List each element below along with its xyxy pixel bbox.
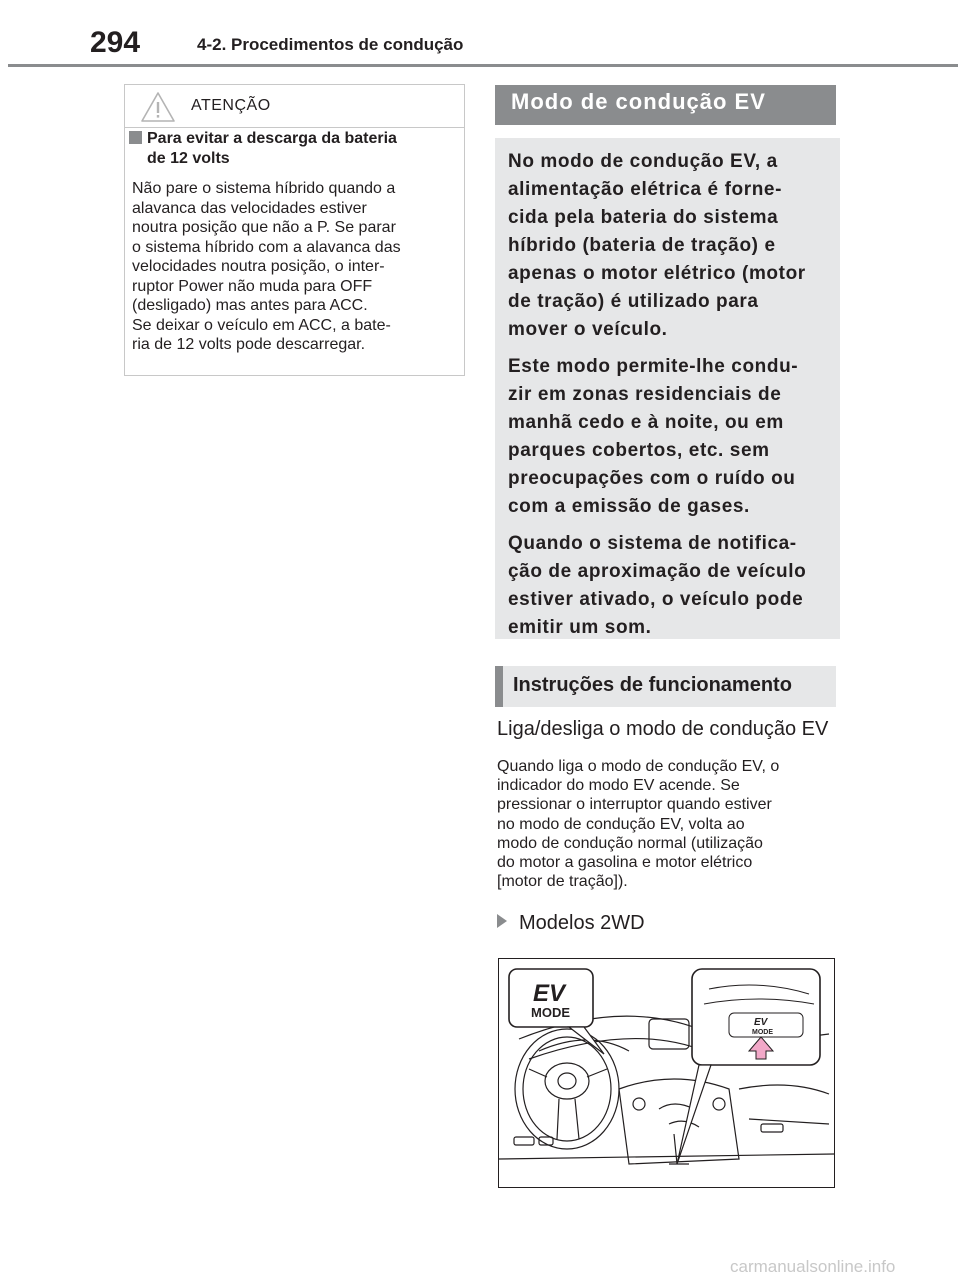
- text-line: indicador do modo EV acende. Se: [497, 777, 740, 795]
- warning-subtitle-line: de 12 volts: [147, 150, 230, 167]
- text-line: preocupações com o ruído ou: [508, 468, 796, 489]
- bullet-square-icon: [129, 131, 142, 144]
- text-line: híbrido (bateria de tração) e: [508, 235, 776, 256]
- warning-line: alavanca das velocidades estiver: [132, 199, 367, 217]
- text-line: no modo de condução EV, volta ao: [497, 815, 745, 833]
- instructions-title: Instruções de funcionamento: [513, 674, 792, 696]
- instructions-heading: [495, 666, 836, 707]
- instructions-subtitle: Liga/desliga o modo de condução EV: [497, 718, 829, 740]
- text-line: zir em zonas residenciais de: [508, 384, 782, 405]
- watermark: carmanualsonline.info: [730, 1257, 896, 1276]
- warning-line: (desligado) mas antes para ACC.: [132, 297, 368, 314]
- text-line: ção de aproximação de veículo: [508, 561, 807, 582]
- text-line: parques cobertos, etc. sem: [508, 440, 770, 461]
- warning-triangle-icon: [139, 90, 177, 124]
- text-line: com a emissão de gases.: [508, 496, 750, 517]
- warning-line: velocidades noutra posição, o inter-: [132, 258, 385, 275]
- section-title: 4-2. Procedimentos de condução: [197, 35, 464, 54]
- text-line: manhã cedo e à noite, ou em: [508, 412, 784, 433]
- callout-ev-text: EV: [533, 980, 566, 1007]
- text-line: emitir um som.: [508, 617, 652, 638]
- text-line: modo de condução normal (utilização: [497, 834, 763, 852]
- dashboard-drawing: [499, 959, 834, 1187]
- warning-line: Se deixar o veículo em ACC, a bate-: [132, 316, 391, 334]
- ev-paragraph: [508, 530, 828, 642]
- ev-intro-box: [495, 138, 840, 639]
- model-text: Modelos 2WD: [519, 912, 645, 934]
- text-line: do motor a gasolina e motor elétrico: [497, 854, 753, 872]
- page-number: 294: [90, 26, 141, 59]
- ev-section-title: Modo de condução EV: [511, 89, 766, 114]
- header-divider: [8, 64, 958, 67]
- model-label: [497, 912, 645, 935]
- text-line: Este modo permite-lhe condu-: [508, 356, 799, 377]
- ev-paragraph: [508, 353, 828, 521]
- page-header: [0, 0, 960, 70]
- callout-mode-text: MODE: [531, 1005, 570, 1020]
- warning-box: [124, 84, 465, 376]
- triangle-bullet-icon: [497, 914, 507, 928]
- text-line: de tração) é utilizado para: [508, 291, 759, 312]
- text-line: Quando o sistema de notifica-: [508, 533, 797, 554]
- instructions-body: [497, 757, 837, 891]
- warning-line: noutra posição que não a P. Se parar: [132, 219, 396, 236]
- warning-header: [125, 85, 464, 128]
- warning-text: [132, 179, 462, 355]
- ev-section-heading: [495, 85, 836, 125]
- dashboard-illustration: [498, 958, 835, 1188]
- text-line: alimentação elétrica é forne-: [508, 179, 783, 200]
- text-line: apenas o motor elétrico (motor: [508, 263, 806, 284]
- text-line: No modo de condução EV, a: [508, 151, 778, 172]
- text-line: mover o veículo.: [508, 319, 668, 340]
- warning-line: ruptor Power não muda para OFF: [132, 277, 373, 295]
- warning-subtitle-line: Para evitar a descarga da bateria: [147, 130, 397, 147]
- text-line: cida pela bateria do sistema: [508, 207, 779, 228]
- text-line: Quando liga o modo de condução EV, o: [497, 758, 780, 775]
- button-ev-text: EV: [754, 1017, 768, 1028]
- warning-line: o sistema híbrido com a alavanca das: [132, 238, 401, 256]
- text-line: [motor de tração]).: [497, 873, 628, 891]
- warning-line: ria de 12 volts pode descarregar.: [132, 336, 366, 353]
- warning-label: ATENÇÃO: [191, 97, 271, 114]
- text-line: estiver ativado, o veículo pode: [508, 589, 804, 610]
- button-mode-text: MODE: [752, 1029, 773, 1036]
- text-line: pressionar o interruptor quando estiver: [497, 796, 772, 814]
- ev-paragraph: [508, 148, 828, 344]
- warning-line: Não pare o sistema híbrido quando a: [132, 180, 396, 197]
- warning-subtitle: [129, 129, 459, 169]
